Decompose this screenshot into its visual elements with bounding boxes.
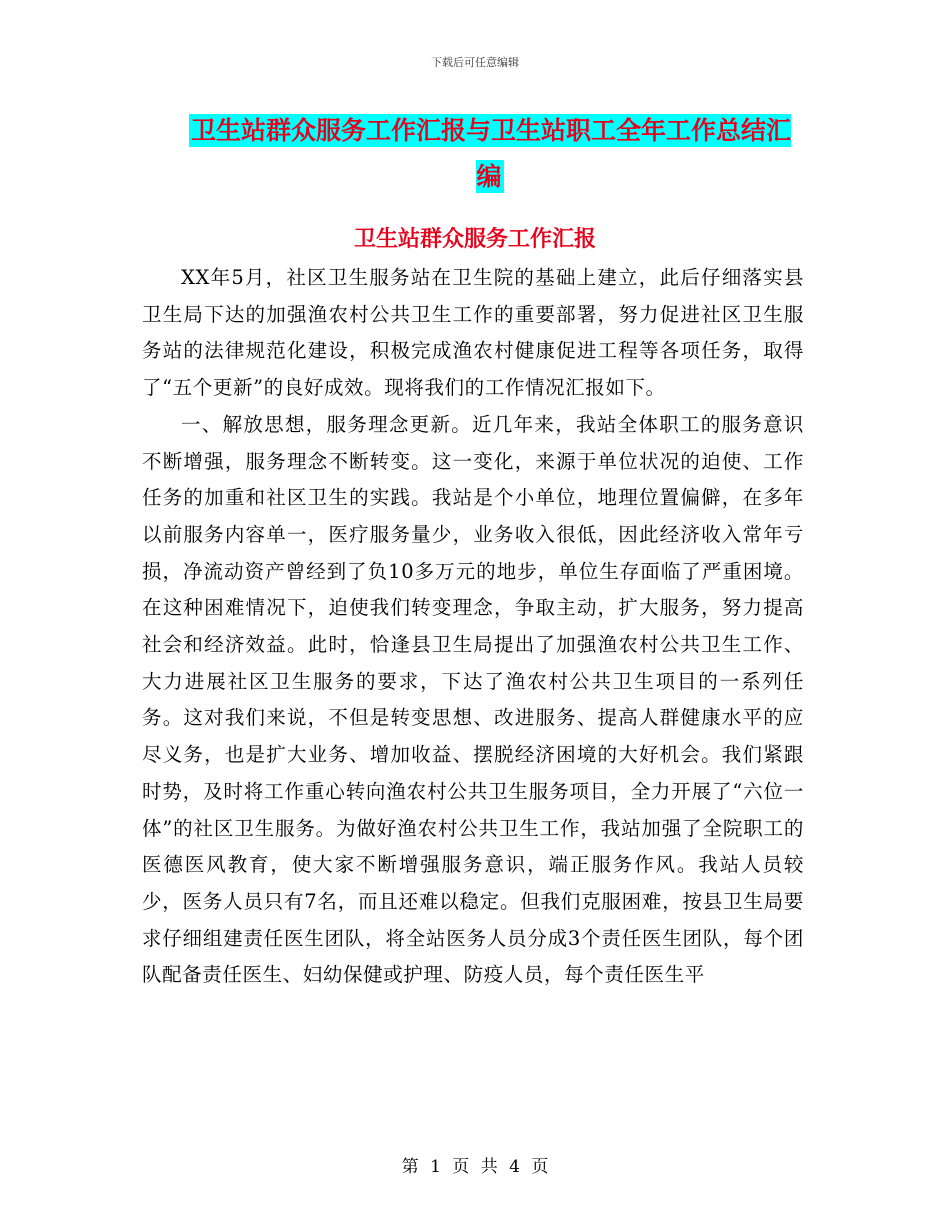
paragraph: XX年5月，社区卫生服务站在卫生院的基础上建立，此后仔细落实县卫生局下达的加强渔农村公共卫生工作的重要部署，努力促进社区卫生服务站的法律规范化建设，积极完成渔农村健康促进工程等各项任务，取得了“五个更新”的良好成效。现将我们的工作情况汇报如下。 — [142, 266, 804, 400]
paragraph: 一、解放思想，服务理念更新。近几年来，我站全体职工的服务意识不断增强，服务理念不断转变。这一变化，来源于单位状况的迫使、工作任务的加重和社区卫生的实践。我站是个小单位，地理位置偏僻，在多年以前服务内容单一，医疗服务量少，业务收入很低，因此经济收入常年亏损，净流动资产曾经到了负10多万元的地步，单位生存面临了严重困境。在这种困难情况下，迫使我们转变理念，争取主动，扩大服务，努力提高社会和经济效益。此时，恰逢县卫生局提出了加强渔农村公共卫生工作、大力进展社区卫生服务的要求，下达了渔农村公共卫生项目的一系列任务。这对我们来说，不但是转变思想、改进服务、提高人群健康水平的应尽义务，也是扩大业务、增加收益、摆脱经济困境的大好机会。我们紧跟时势，及时将工作重心转向渔农村公共卫生服务项目，全力开展了“六位一体”的社区卫生服务。为做好渔农村公共卫生工作，我站加强了全院职工的医德医风教育，使大家不断增强服务意识，端正服务作风。我站人员较少，医务人员只有7名，而且还难以稳定。但我们克服困难，按县卫生局要求仔细组建责任医生团队，将全站医务人员分成3个责任医生团队，每个团队配备责任医生、妇幼保健或护理、防疫人员，每个责任医生平 — [142, 412, 804, 987]
document-body — [142, 260, 804, 994]
document-title-text: 卫生站群众服务工作汇报与卫生站职工全年工作总结汇编 — [190, 116, 791, 191]
page-footer: 第 1 页 共 4 页 — [401, 1157, 549, 1177]
section-title: 卫生站群众服务工作汇报 — [353, 227, 596, 252]
header-note: 下载后可任意编辑 — [431, 56, 519, 69]
document-title — [180, 108, 800, 200]
